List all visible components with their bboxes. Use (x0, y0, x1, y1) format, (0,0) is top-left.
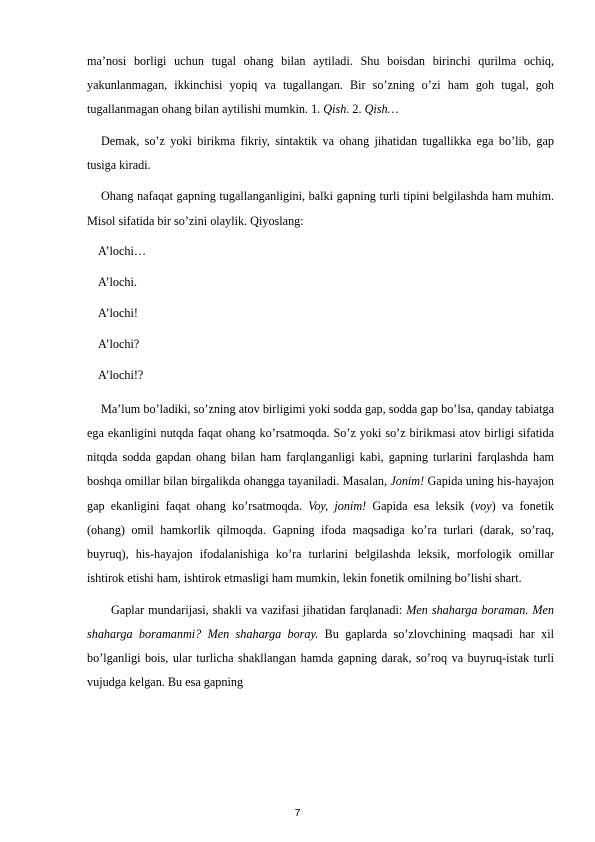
example-line: A’lochi! (98, 305, 138, 320)
text-run: ) va fonetik (ohang) omil hamkorlik qilmoqda. Gapning ifoda maqsadiga ko’ra turlari (darak, so’raq, buyruq), his-hayajon ifodalanishiga ko’ra turlarini belgilashda leksik, morfologik omillar ishtirok etishi ham, ishtirok etmasligi ham mumkin, lekin fonetik omilning bo’lishi shart. (87, 498, 554, 586)
text-run: Gapida esa leksik ( (366, 498, 475, 513)
text-run: Ohang nafaqat gapning tugallanganligini, balki gapning turli tipini belgilashda ham muhim. Misol sifatida bir so’zini olaylik. Qiyoslang: (87, 189, 554, 228)
body-text (87, 49, 554, 702)
example-line: A’lochi… (98, 243, 147, 258)
italic-text: Qish… (364, 102, 399, 117)
example-line: A’lochi? (98, 336, 140, 351)
text-run: ma’nosi borligi uchun tugal ohang bilan aytiladi. Shu boisdan birinchi qurilma ochiq, yakunlanmagan, ikkinchisi yopiq va tugallangan. Bir so’zning o’zi ham goh tugal, goh tugallanmagan ohang bilan aytilishi mumkin. 1. (87, 54, 554, 117)
page-number: 7 (294, 807, 301, 819)
text-run: Gapida uning his-hayajon gap ekanligini faqat ohang ko’rsatmoqda. (87, 474, 554, 513)
italic-text: Qish (323, 102, 347, 117)
italic-text: Men shaharga boraman. Men shaharga boramanmi? Men shaharga boray. (87, 602, 555, 641)
text-run: Ma’lum bo’ladiki, so’zning atov birligimi yoki sodda gap, sodda gap bo’lsa, qanday tabiatga ega ekanligini nutqda faqat ohang ko’rsatmoqda. So’z yoki so’z birikmasi atov birligi sifatida nitqda sodda gapdan ohang bilan ham farqlanganligi kabi, gapning turlarini farqlashda ham boshqa omillar bilan birgalikda ohangga tayaniladi. Masalan, (87, 401, 554, 489)
paragraph-5 (87, 598, 554, 695)
italic-text: voy (474, 498, 492, 513)
text-run: Bu gaplarda so’zlovchining maqsadi har xil bo’lganligi bois, ular turlicha shakllangan hamda gapning darak, so’roq va buyruq-istak turli vujudga kelgan. Bu esa gapning (87, 626, 555, 690)
text-run: . 2. (346, 102, 365, 117)
italic-text: Jonim! (390, 474, 425, 489)
paragraph-2 (87, 129, 554, 177)
italic-text: Voy, jonim! (308, 498, 367, 513)
example-list (87, 242, 554, 385)
example-line: A’lochi. (98, 274, 137, 289)
example-line: A’lochi!? (98, 367, 144, 382)
text-run: Demak, so’z yoki birikma fikriy, sintaktik va ohang jihatidan tugallikka ega bo’lib, gap tusiga kiradi. (87, 133, 554, 172)
paragraph-3 (87, 184, 554, 232)
text-run: Gaplar mundarijasi, shakli va vazifasi jihatidan farqlanadi: (111, 602, 407, 617)
paragraph-4 (87, 397, 554, 591)
paragraph-1 (87, 49, 554, 122)
